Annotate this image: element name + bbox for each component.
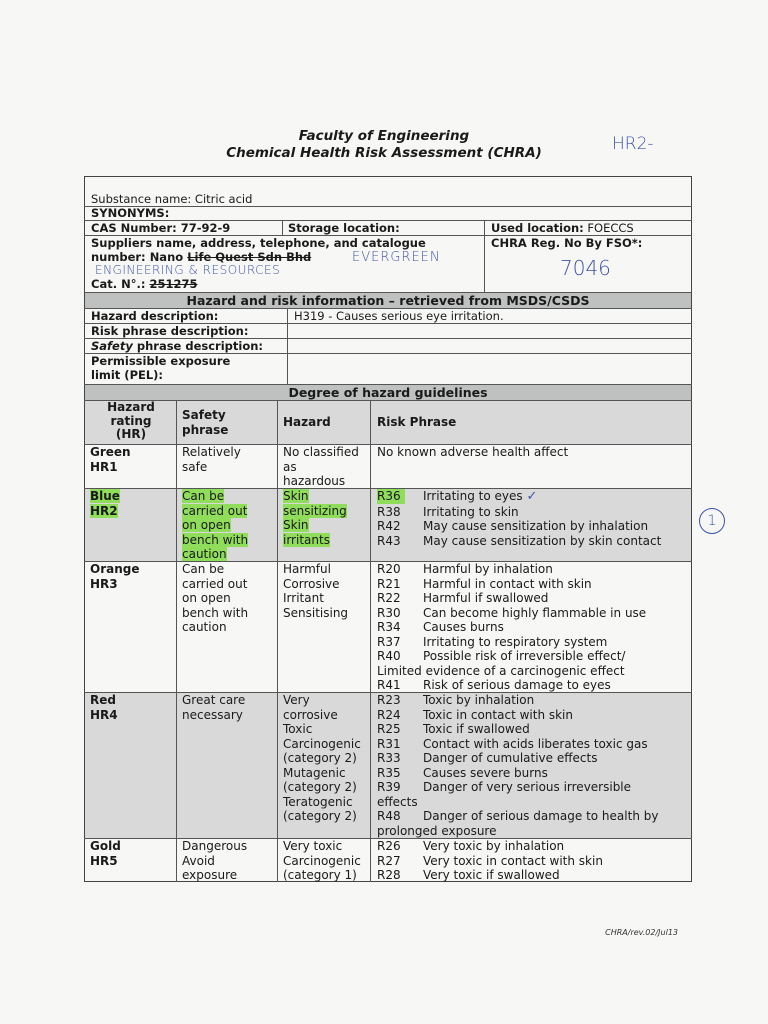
hazard-hr2: Skin sensitizing Skin irritants <box>283 489 347 547</box>
risk-phrase-label: Risk phrase description: <box>91 324 249 338</box>
faculty-title: Faculty of Engineering <box>298 128 470 144</box>
catalogue-number-struck: 251275 <box>149 277 198 291</box>
handwritten-supplier-evergreen: EVERGREEN <box>352 250 441 265</box>
safety-phrase-label: Safety phrase description: <box>91 339 264 353</box>
hazard-hr3: Harmful Corrosive Irritant Sensitising <box>283 562 349 620</box>
risk-phrases-hr5: R26 Very toxic by inhalation R27 Very toxic in contact with skin R28 Very toxic if swallowed <box>377 839 603 882</box>
rating-hr5: Gold HR5 <box>90 839 121 868</box>
substance-name-field: Substance name: Citric acid <box>91 192 253 206</box>
revision-footer: CHRA/rev.02/Jul13 <box>605 928 678 937</box>
pel-label-line1: Permissible exposure <box>91 354 231 368</box>
cas-number-field: CAS Number: 77-92-9 <box>91 221 231 235</box>
column-header-safety-phrase: Safety phrase <box>182 408 229 437</box>
rating-hr2: Blue HR2 <box>90 489 120 518</box>
hazard-description-value: H319 - Causes serious eye irritation. <box>294 309 504 323</box>
safety-hr5: Dangerous Avoid exposure <box>182 839 248 882</box>
risk-phrases-hr4: R23 Toxic by inhalation R24 Toxic in contact with skin R25 Toxic if swallowed R31 Contact with acids liberates toxic gas R33 Danger of cumulative effects R35 Causes severe burns R39 Danger of very serious irreversible effects R48 Danger of serious damage to health by prolonged exposure <box>377 693 659 838</box>
column-header-risk-phrase: Risk Phrase <box>377 415 457 429</box>
risk-phrases-hr3: R20 Harmful by inhalation R21 Harmful in contact with skin R22 Harmful if swallowed R30 Can become highly flammable in use R34 Causes burns R37 Irritating to respiratory system R40 Possible risk of irreversible effect/ Limited evidence of a carcinogenic effect R41 Risk of serious damage to eyes <box>377 562 647 692</box>
safety-hr3: Can be carried out on open bench with caution <box>182 562 249 634</box>
hazard-hr5: Very toxic Carcinogenic (category 1) <box>283 839 361 882</box>
guidelines-heading: Degree of hazard guidelines <box>288 385 488 400</box>
rating-hr1: Green HR1 <box>90 445 131 474</box>
handwritten-hr-code: HR2- <box>612 134 654 154</box>
rating-hr3: Orange HR3 <box>90 562 140 591</box>
handwritten-supplier-engineering: ENGINEERING & RESOURCES <box>95 263 281 277</box>
rating-hr4: Red HR4 <box>90 693 118 722</box>
substance-name-value: Citric acid <box>194 192 253 206</box>
safety-hr2: Can be carried out on open bench with caution <box>182 489 249 561</box>
safety-hr1: Relatively safe <box>182 445 241 474</box>
risk-phrase-hr1: No known adverse health affect <box>377 445 569 459</box>
hazard-info-heading: Hazard and risk information – retrieved from MSDS/CSDS <box>186 293 590 308</box>
safety-hr4: Great care necessary <box>182 693 246 722</box>
column-header-hazard-rating: Hazard rating (HR) <box>107 400 155 441</box>
pel-label-line2: limit (PEL): <box>91 368 164 382</box>
cas-number-value: 77-92-9 <box>180 221 231 235</box>
synonyms-label: SYNONYMS: <box>91 206 170 220</box>
used-location-value: FOECCS <box>587 221 634 235</box>
column-header-hazard: Hazard <box>283 415 331 429</box>
supplier-number-field: number: Nano Life Quest Sdn Bhd <box>91 250 312 264</box>
suppliers-label: Suppliers name, address, telephone, and catalogue <box>91 236 426 250</box>
used-location-field: Used location: FOECCS <box>491 221 634 235</box>
risk-phrases-hr2: R36 Irritating to eyes ✓ R38 Irritating to skin R42 May cause sensitization by inhalation R43 May cause sensitization by skin contact <box>377 489 662 548</box>
storage-location-label: Storage location: <box>288 221 400 235</box>
circled-number-mark: 1 <box>699 508 725 534</box>
hazard-description-label: Hazard description: <box>91 309 219 323</box>
hazard-hr1: No classified as hazardous <box>283 445 359 488</box>
document-title: Chemical Health Risk Assessment (CHRA) <box>226 145 542 161</box>
supplier-struck-name: Life Quest Sdn Bhd <box>187 250 312 264</box>
handwritten-reg-number: 7046 <box>560 256 611 280</box>
catalogue-number-field: Cat. N°.: 251275 <box>91 277 198 291</box>
chra-reg-label: CHRA Reg. No By FSO*: <box>491 236 643 250</box>
hazard-hr4: Very corrosive Toxic Carcinogenic (category 2) Mutagenic (category 2) Teratogenic (category 2) <box>283 693 361 823</box>
